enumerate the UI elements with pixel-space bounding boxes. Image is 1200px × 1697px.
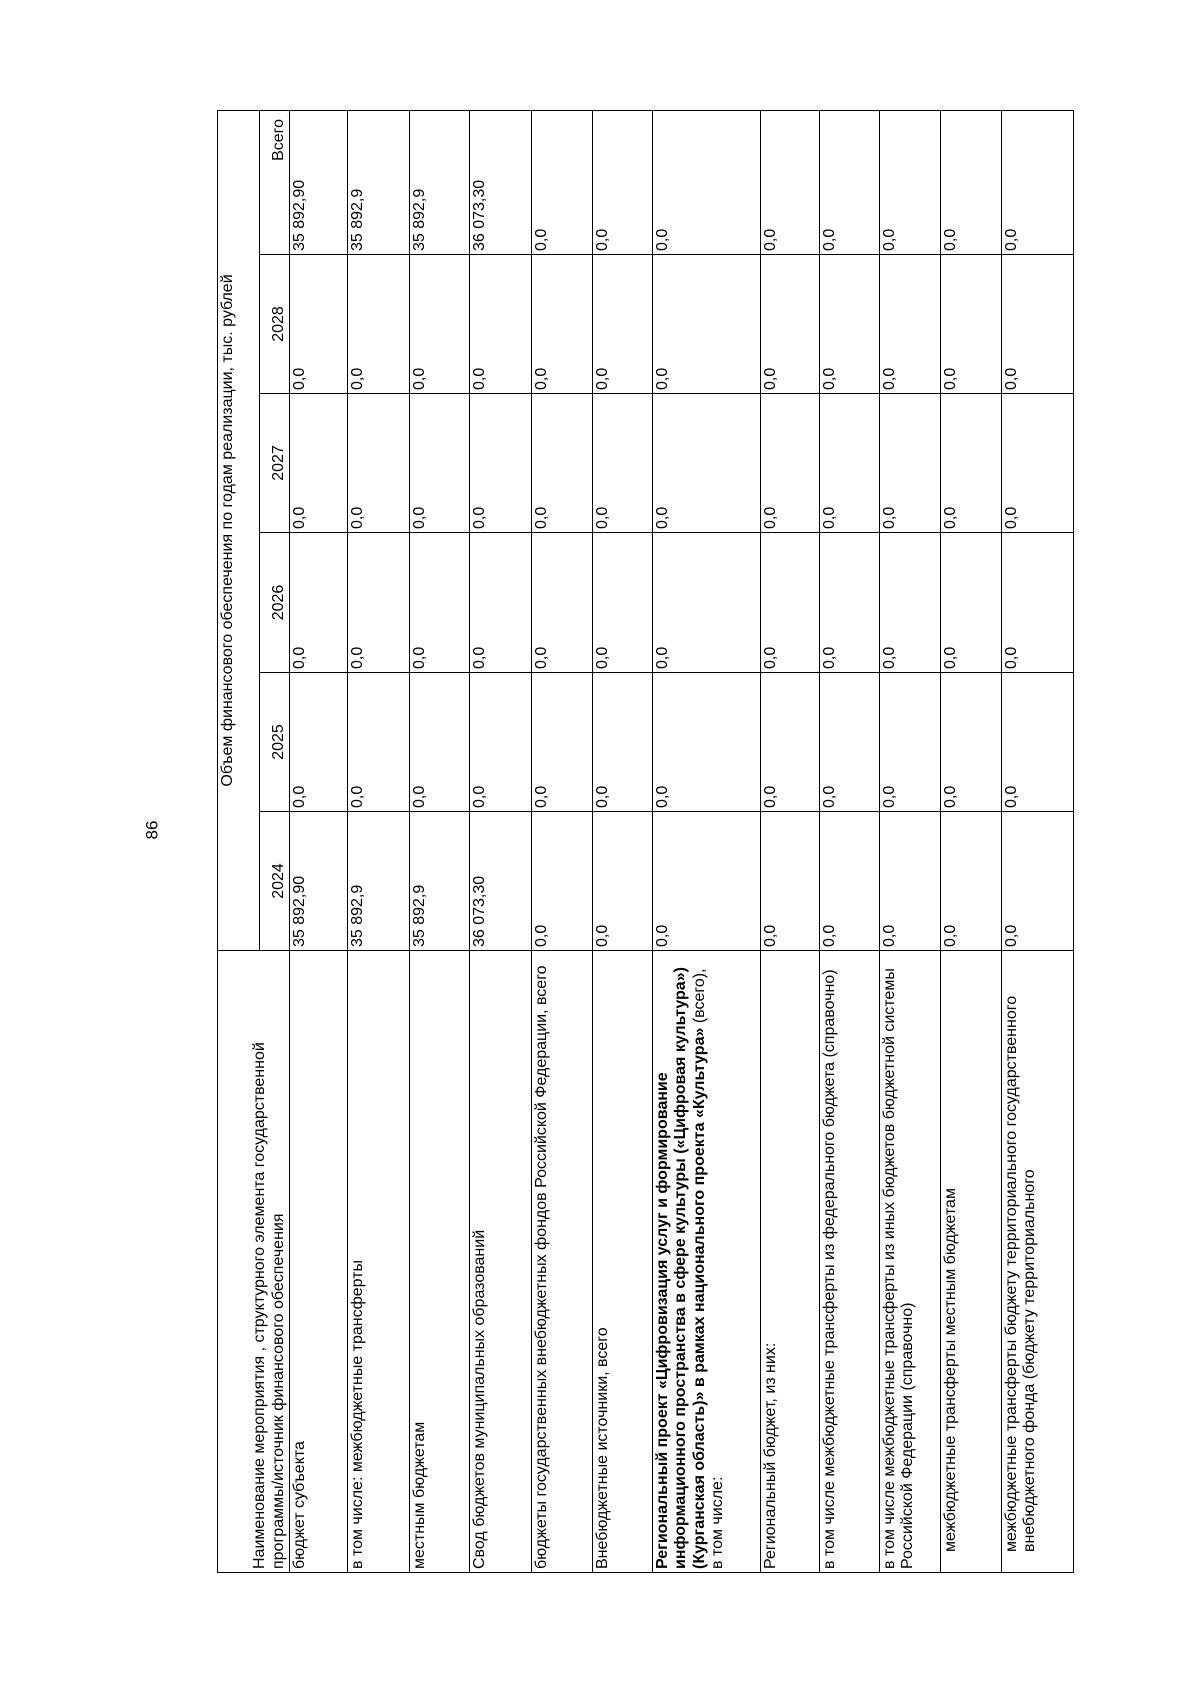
cell-value: 0,0 [820, 394, 880, 533]
cell-value: 35 892,9 [410, 812, 470, 951]
cell-value: 0,0 [290, 533, 348, 673]
rotated-table-container [217, 111, 1074, 1573]
cell-value: 0,0 [653, 533, 761, 673]
cell-value: 0,0 [761, 255, 820, 394]
header-year: 2025 [260, 673, 290, 812]
cell-value: 0,0 [941, 394, 1002, 533]
cell-value: 0,0 [593, 394, 653, 533]
header-year: 2027 [260, 394, 290, 533]
row-name: межбюджетные трансферты местным бюджетам [941, 951, 1002, 1573]
table-row [820, 110, 880, 1572]
cell-value: 0,0 [761, 673, 820, 812]
cell-value: 0,0 [470, 673, 532, 812]
cell-value: 0,0 [761, 533, 820, 673]
table-row [290, 110, 348, 1572]
table-row [348, 110, 410, 1572]
cell-value: 0,0 [532, 812, 593, 951]
table-row [941, 110, 1002, 1572]
table-row [653, 110, 761, 1572]
cell-value: 0,0 [653, 394, 761, 533]
financing-table [217, 110, 1074, 1573]
row-name: бюджеты государственных внебюджетных фондов Российской Федерации, всего [532, 951, 593, 1573]
table-row [593, 110, 653, 1572]
cell-value: 0,0 [410, 255, 470, 394]
cell-value: 35 892,9 [410, 110, 470, 254]
cell-value: 35 892,90 [290, 110, 348, 254]
cell-value: 0,0 [880, 394, 941, 533]
cell-value: 0,0 [470, 394, 532, 533]
row-name: в том числе: межбюджетные трансферты [348, 951, 410, 1573]
cell-value: 0,0 [410, 673, 470, 812]
cell-value: 0,0 [820, 673, 880, 812]
cell-value: 0,0 [532, 110, 593, 254]
row-name: Свод бюджетов муниципальных образований [470, 951, 532, 1573]
header-year: 2024 [260, 812, 290, 951]
cell-value: 0,0 [761, 394, 820, 533]
row-name: Региональный бюджет, из них: [761, 951, 820, 1573]
cell-value: 0,0 [593, 533, 653, 673]
cell-value: 0,0 [941, 673, 1002, 812]
page-number: 86 [142, 820, 162, 840]
project-title-line2: в том числе: [709, 1476, 727, 1569]
project-title: Региональный проект «Цифровизация услуг и формирование информационного пространства в сфере культуры («Цифровая культура») (Курганская область)» в рамках национального проекта «Культура» [654, 967, 708, 1569]
cell-value: 0,0 [593, 812, 653, 951]
cell-value: 0,0 [820, 110, 880, 254]
row-name: в том числе межбюджетные трансферты из федерального бюджета (справочно) [820, 951, 880, 1573]
cell-value: 0,0 [470, 255, 532, 394]
cell-value: 0,0 [348, 673, 410, 812]
cell-value: 0,0 [290, 255, 348, 394]
cell-value: 0,0 [1002, 394, 1074, 533]
cell-value: 0,0 [653, 673, 761, 812]
cell-value: 35 892,90 [290, 812, 348, 951]
cell-value: 0,0 [1002, 673, 1074, 812]
cell-value: 0,0 [470, 533, 532, 673]
row-name: межбюджетные трансферты бюджету территориального государственного внебюджетного фонда (бюджету территориального [1002, 951, 1074, 1573]
cell-value: 36 073,30 [470, 110, 532, 254]
cell-value: 0,0 [941, 812, 1002, 951]
cell-value: 0,0 [761, 812, 820, 951]
cell-value: 0,0 [880, 812, 941, 951]
header-year: 2026 [260, 533, 290, 673]
cell-value: 0,0 [348, 533, 410, 673]
cell-value: 0,0 [593, 255, 653, 394]
cell-value: 0,0 [1002, 110, 1074, 254]
cell-value: 36 073,30 [470, 812, 532, 951]
cell-value: 0,0 [410, 533, 470, 673]
cell-value: 0,0 [1002, 533, 1074, 673]
cell-value: 0,0 [532, 255, 593, 394]
header-span: Объем финансового обеспечения по годам реализации, тыс. рублей [218, 110, 260, 950]
cell-value: 0,0 [410, 394, 470, 533]
row-name: местным бюджетам [410, 951, 470, 1573]
cell-value: 0,0 [941, 533, 1002, 673]
table-row [410, 110, 470, 1572]
table-row [880, 110, 941, 1572]
cell-value: 0,0 [532, 673, 593, 812]
cell-value: 0,0 [653, 110, 761, 254]
row-name: в том числе межбюджетные трансферты из иных бюджетов бюджетной системы Российской Федерации (справочно) [880, 951, 941, 1573]
cell-value: 0,0 [820, 812, 880, 951]
cell-value: 0,0 [593, 673, 653, 812]
header-name: Наименование мероприятия , структурного элемента государственной программы/источник финансового обеспечения [218, 951, 290, 1573]
cell-value: 0,0 [880, 110, 941, 254]
cell-value: 0,0 [941, 110, 1002, 254]
cell-value: 0,0 [1002, 812, 1074, 951]
cell-value: 0,0 [532, 394, 593, 533]
cell-value: 0,0 [593, 110, 653, 254]
cell-value: 0,0 [880, 533, 941, 673]
cell-value: 0,0 [290, 673, 348, 812]
cell-value: 35 892,9 [348, 110, 410, 254]
cell-value: 0,0 [820, 533, 880, 673]
cell-value: 0,0 [653, 255, 761, 394]
cell-value: 0,0 [761, 110, 820, 254]
table-row [532, 110, 593, 1572]
cell-value: 0,0 [532, 533, 593, 673]
table-row [470, 110, 532, 1572]
project-title-suffix: (всего), [690, 968, 708, 1028]
cell-value: 0,0 [880, 673, 941, 812]
table-row [1002, 110, 1074, 1572]
row-name: бюджет субъекта [290, 951, 348, 1573]
header-year: 2028 [260, 255, 290, 394]
cell-value: 0,0 [348, 255, 410, 394]
table-row [761, 110, 820, 1572]
cell-value: 0,0 [820, 255, 880, 394]
cell-value: 35 892,9 [348, 812, 410, 951]
row-name [653, 951, 761, 1573]
cell-value: 0,0 [653, 812, 761, 951]
cell-value: 0,0 [1002, 255, 1074, 394]
header-total: Всего [260, 110, 290, 254]
row-name: Внебюджетные источники, всего [593, 951, 653, 1573]
cell-value: 0,0 [348, 394, 410, 533]
cell-value: 0,0 [941, 255, 1002, 394]
cell-value: 0,0 [880, 255, 941, 394]
cell-value: 0,0 [290, 394, 348, 533]
